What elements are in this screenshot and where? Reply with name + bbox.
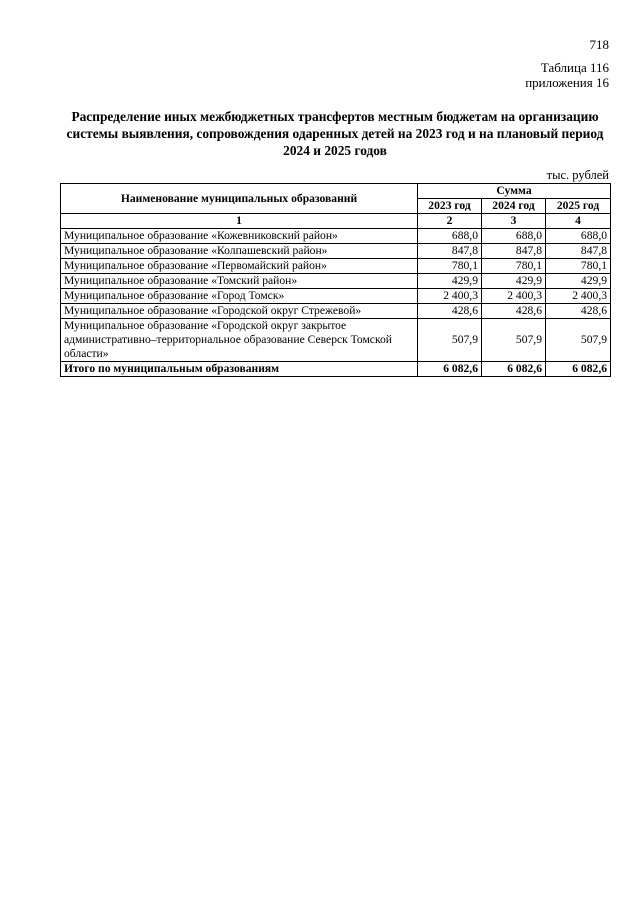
value-2023: 847,8 <box>418 244 482 259</box>
value-2024: 688,0 <box>482 229 546 244</box>
total-2023: 6 082,6 <box>418 362 482 377</box>
table-row <box>61 304 611 319</box>
value-2025: 780,1 <box>546 259 611 274</box>
column-header-2023: 2023 год <box>418 199 482 214</box>
value-2025: 429,9 <box>546 274 611 289</box>
table-row <box>61 244 611 259</box>
municipality-name: Муниципальное образование «Кожевниковский район» <box>61 229 418 244</box>
document-title: Распределение иных межбюджетных трансфертов местным бюджетам на организацию системы выявления, сопровождения одаренных детей на 2023 год и на плановый период 2024 и 2025 годов <box>66 109 604 158</box>
total-label: Итого по муниципальным образованиям <box>61 362 418 377</box>
value-2024: 428,6 <box>482 304 546 319</box>
municipality-name: Муниципальное образование «Томский район» <box>61 274 418 289</box>
column-number-1: 1 <box>61 214 418 229</box>
total-row <box>61 362 611 377</box>
municipality-name: Муниципальное образование «Первомайский район» <box>61 259 418 274</box>
header-row-numbers <box>61 214 611 229</box>
value-2024: 780,1 <box>482 259 546 274</box>
column-number-4: 4 <box>546 214 611 229</box>
value-2023: 428,6 <box>418 304 482 319</box>
value-2025: 2 400,3 <box>546 289 611 304</box>
value-2025: 847,8 <box>546 244 611 259</box>
table-row <box>61 229 611 244</box>
value-2024: 2 400,3 <box>482 289 546 304</box>
table-row <box>61 274 611 289</box>
municipality-name: Муниципальное образование «Городской округ Стрежевой» <box>61 304 418 319</box>
column-header-2025: 2025 год <box>546 199 611 214</box>
table-row <box>61 259 611 274</box>
value-2023: 2 400,3 <box>418 289 482 304</box>
value-2023: 429,9 <box>418 274 482 289</box>
municipality-name: Муниципальное образование «Город Томск» <box>61 289 418 304</box>
column-number-2: 2 <box>418 214 482 229</box>
value-2024: 507,9 <box>482 319 546 362</box>
value-2023: 688,0 <box>418 229 482 244</box>
table-reference-line1: Таблица 116 <box>540 60 609 75</box>
column-number-3: 3 <box>482 214 546 229</box>
value-2025: 507,9 <box>546 319 611 362</box>
municipality-name: Муниципальное образование «Городской округ закрытое административно–территориальное образование Северск Томской области» <box>61 319 418 362</box>
transfers-table <box>60 183 611 377</box>
value-2024: 847,8 <box>482 244 546 259</box>
header-row-top <box>61 184 611 199</box>
municipality-name: Муниципальное образование «Колпашевский район» <box>61 244 418 259</box>
total-2024: 6 082,6 <box>482 362 546 377</box>
value-2024: 429,9 <box>482 274 546 289</box>
table-row <box>61 319 611 362</box>
value-2023: 780,1 <box>418 259 482 274</box>
units-label: тыс. рублей <box>546 168 609 182</box>
page-number: 718 <box>589 37 609 52</box>
value-2023: 507,9 <box>418 319 482 362</box>
table-reference-line2: приложения 16 <box>525 75 609 90</box>
column-header-sum: Сумма <box>418 184 611 199</box>
column-header-2024: 2024 год <box>482 199 546 214</box>
value-2025: 688,0 <box>546 229 611 244</box>
table-reference <box>525 60 609 90</box>
table-row <box>61 289 611 304</box>
total-2025: 6 082,6 <box>546 362 611 377</box>
value-2025: 428,6 <box>546 304 611 319</box>
column-header-name: Наименование муниципальных образований <box>61 184 418 214</box>
